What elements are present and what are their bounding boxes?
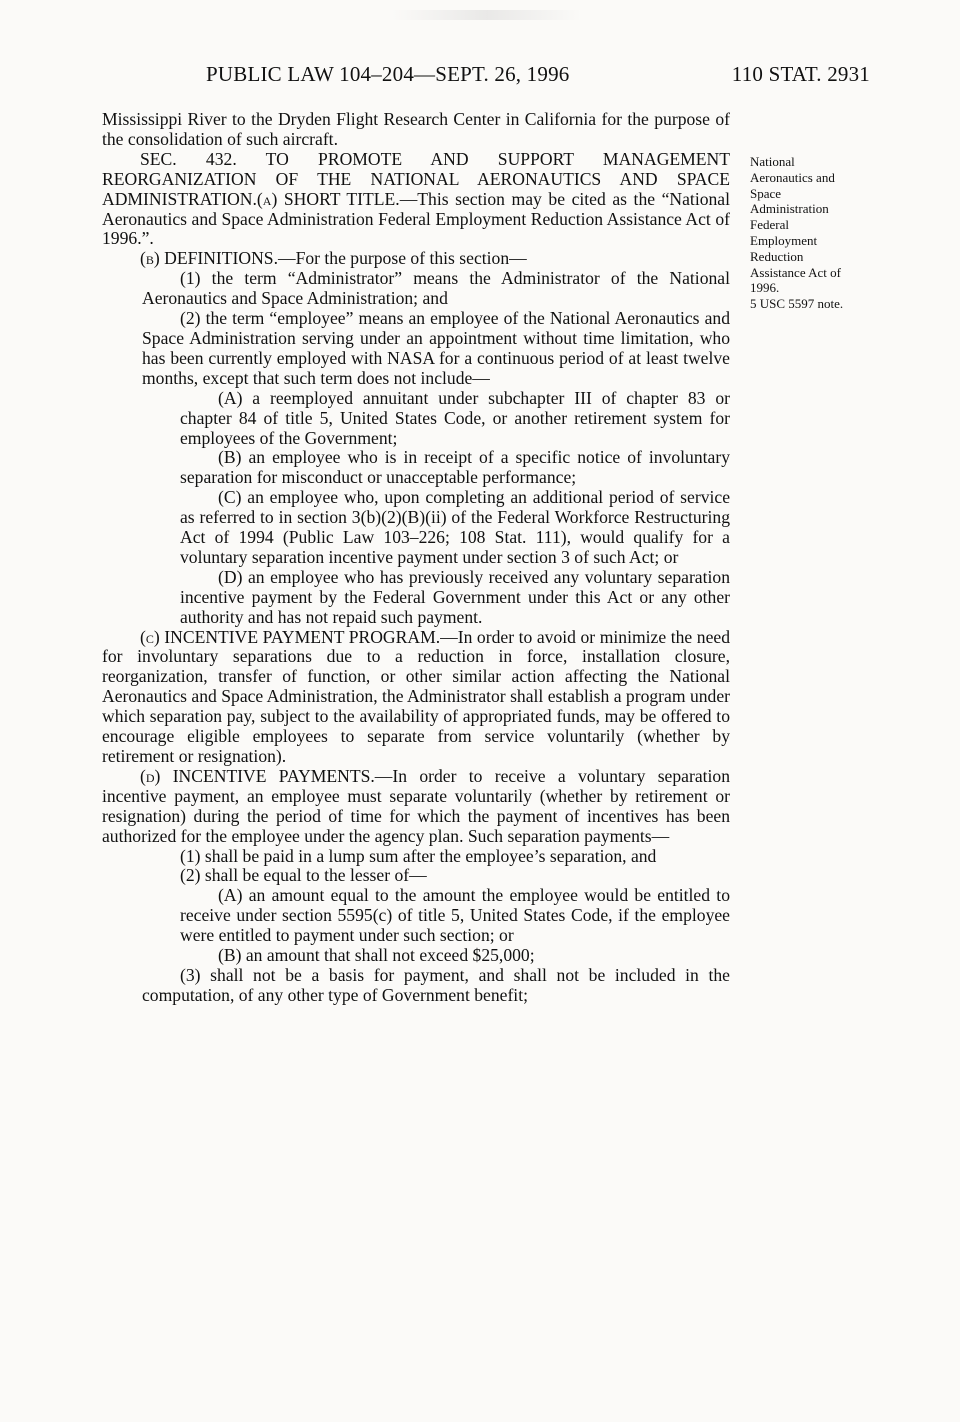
marginal-line: Reduction: [750, 248, 804, 264]
paragraph-d2B: (B) an amount that shall not exceed $25,000;: [218, 945, 535, 966]
marginal-line: Administration: [750, 201, 829, 217]
subsection-d: [102, 767, 730, 847]
paragraph-d1: (1) shall be paid in a lump sum after the employee’s separation, and: [180, 845, 657, 866]
law-text: [102, 110, 730, 1006]
paragraph-d2A: (A) an amount equal to the amount the employee would be entitled to receive under section 5595(c) of title 5, United States Code, if the employee were entitled to payment under such section; or: [180, 885, 730, 946]
section-heading: SEC. 432. TO PROMOTE AND SUPPORT MANAGEMENT REORGANIZATION OF THE NATIONAL AERONAUTICS AND SPACE ADMINISTRATION.: [102, 148, 730, 209]
paragraph-b2D: (D) an employee who has previously received any voluntary separation incentive payment by the Federal Government under this Act or any other authority and has not repaid such payment.: [180, 566, 730, 627]
marginal-line: Space: [750, 185, 782, 201]
subsection-c-label: (c) INCENTIVE PAYMENT PROGRAM.: [140, 626, 441, 647]
subsection-d-text: —In order to receive a voluntary separation incentive payment, an employee must separate voluntarily (whether by retirement or resignation) during the period of time for which the payment of incentives has been authorized for the employee under the agency plan. Such separation payments—: [102, 765, 730, 846]
marginal-line: Federal: [750, 217, 789, 233]
paragraph-b2C: (C) an employee who, upon completing an additional period of service as referred to in section 3(b)(2)(B)(ii) of the Federal Workforce Restructuring Act of 1994 (Public Law 103–226; 108 Stat. 111), would qualify for a voluntary separation incentive payment under section 3 of such Act; or: [180, 487, 730, 567]
scan-artifact: [392, 10, 582, 20]
subsection-d-label: (d) INCENTIVE PAYMENTS.: [140, 765, 375, 786]
section-432: [102, 150, 730, 250]
marginal-line: 1996.: [750, 280, 780, 296]
paragraph-d3: (3) shall not be a basis for payment, and shall not be included in the computation, of any other type of Government benefit;: [142, 964, 730, 1005]
subsection-c-text: —In order to avoid or minimize the need for involuntary separations due to a reduction in force, installation closure, reorganization, transfer of function, or other similar action affecting the National Aeronautics and Space Administration, the Administrator shall establish a program under which separation pay, subject to the availability of appropriated funds, may be offered to encourage eligible employees to separate from service voluntarily (whether by retirement or resignation).: [102, 626, 730, 766]
subsection-a-text: —This section may be cited as the “National Aeronautics and Space Administration Federal Employment Reduction Assistance Act of 1996.”.: [102, 188, 731, 249]
marginal-note: [750, 154, 870, 312]
paragraph-b2A: (A) a reemployed annuitant under subchapter III of chapter 83 or chapter 84 of title 5, United States Code, or another retirement system for employees of the Government;: [180, 387, 730, 448]
subsection-b-text: —For the purpose of this section—: [277, 248, 527, 269]
usc-citation: 5 USC 5597 note.: [750, 296, 844, 312]
subsection-c: [102, 628, 730, 767]
paragraph-b2: (2) the term “employee” means an employee of the National Aeronautics and Space Administration serving under an appointment without time limitation, who has been currently employed with NASA for a continuous period of at least twelve months, except that such term does not include—: [142, 308, 730, 388]
continuation-paragraph: Mississippi River to the Dryden Flight Research Center in California for the purpose of the consolidation of such aircraft.: [102, 109, 730, 149]
subsection-a-label: (a) SHORT TITLE.: [256, 188, 400, 209]
marginal-line: Aeronautics and: [750, 169, 835, 185]
subsection-b-label: (b) DEFINITIONS.: [140, 248, 278, 269]
marginal-line: National: [750, 154, 795, 169]
marginal-line: Employment: [750, 232, 818, 248]
marginal-line: Assistance Act of: [750, 264, 841, 280]
paragraph-b1: (1) the term “Administrator” means the Administrator of the National Aeronautics and Space Administration; and: [142, 268, 730, 309]
running-head: PUBLIC LAW 104–204—SEPT. 26, 1996: [206, 62, 570, 86]
statute-page-number: 110 STAT. 2931: [731, 62, 870, 86]
paragraph-d2: (2) shall be equal to the lesser of—: [180, 865, 427, 886]
subsection-b: [102, 249, 730, 269]
paragraph-b2B: (B) an employee who is in receipt of a specific notice of involuntary separation for misconduct or unacceptable performance;: [180, 447, 730, 488]
